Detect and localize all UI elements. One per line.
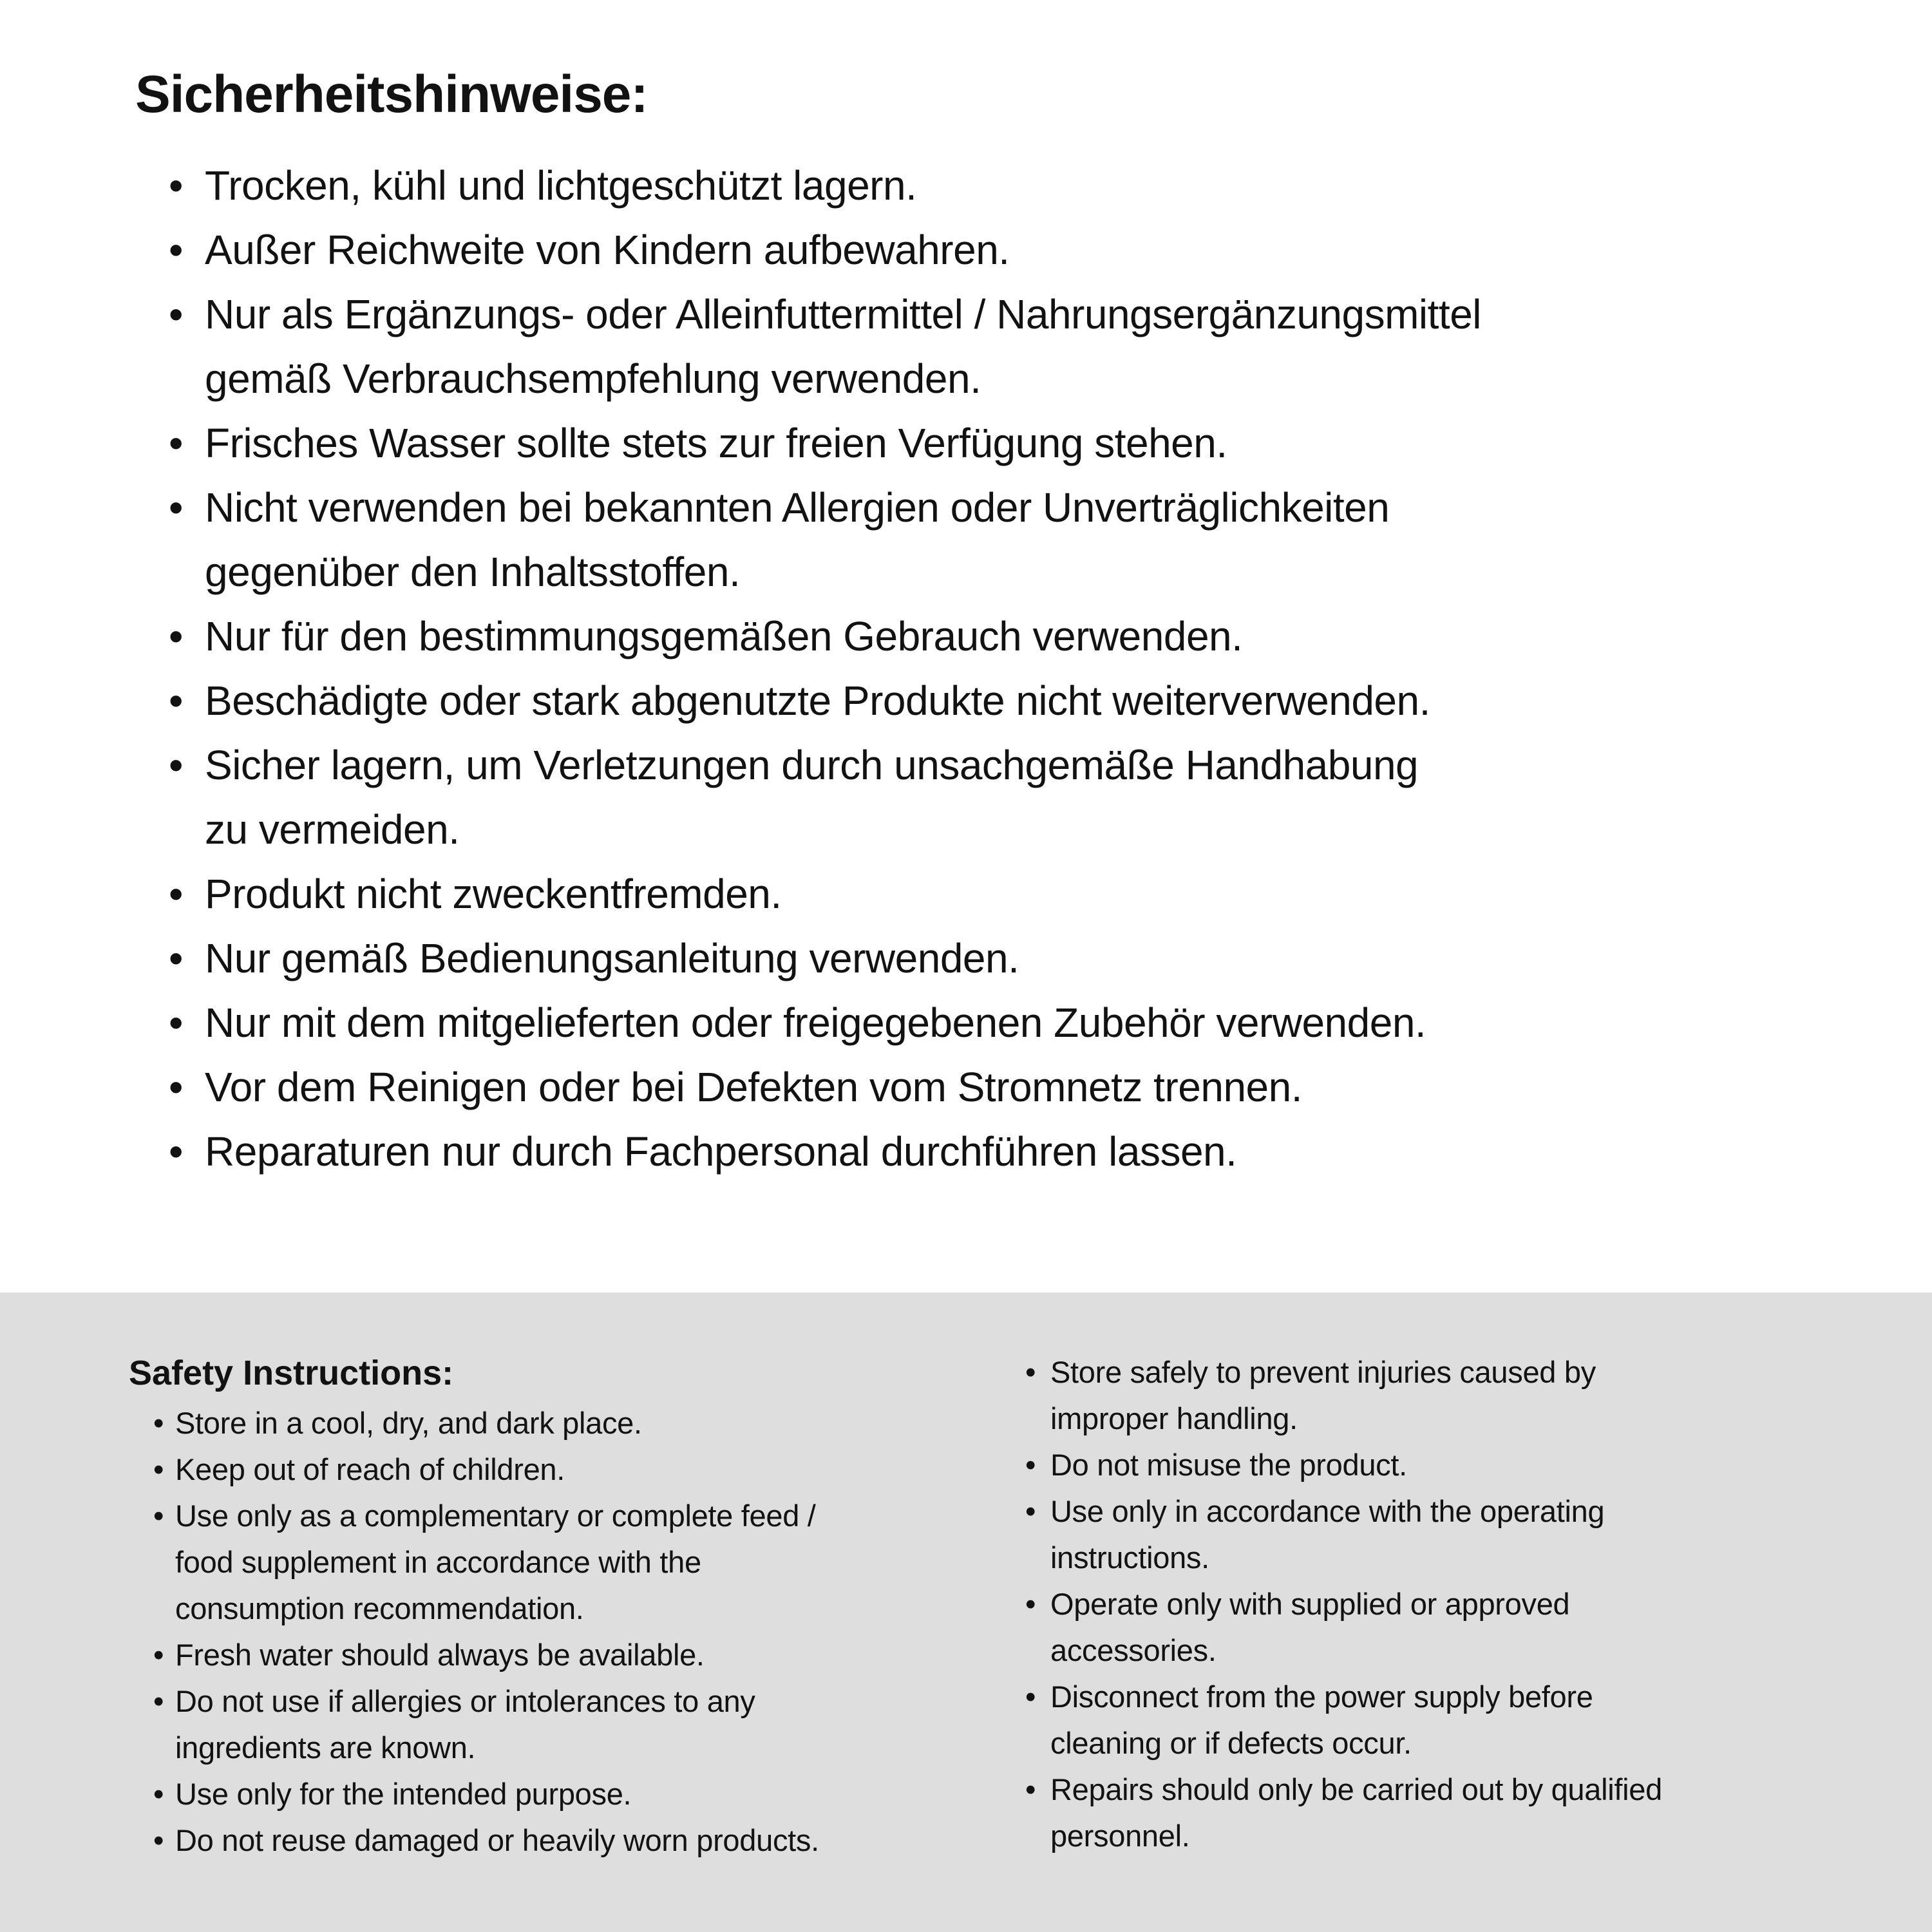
english-list-line	[153, 1771, 819, 1817]
english-list-line	[153, 1539, 819, 1586]
german-line-text: Frisches Wasser sollte stets zur freien Verfügung stehen.	[205, 420, 1227, 466]
bullet-dot: •	[1025, 1587, 1036, 1621]
german-list-line	[169, 862, 1481, 926]
english-line-text: ingredients are known.	[175, 1730, 476, 1765]
german-line-text: Nur für den bestimmungsgemäßen Gebrauch verwenden.	[205, 613, 1243, 659]
english-line-text: Store safely to prevent injuries caused by	[1050, 1355, 1596, 1389]
german-line-text: zu vermeiden.	[205, 806, 460, 853]
german-list-line	[169, 475, 1481, 540]
bullet-dot: •	[169, 484, 183, 531]
english-list-line	[153, 1446, 819, 1493]
bullet-dot: •	[153, 1452, 164, 1486]
german-list-line	[169, 282, 1481, 346]
bullet-dot: •	[153, 1777, 164, 1811]
bullet-dot: •	[169, 162, 183, 209]
bullet-dot: •	[169, 871, 183, 917]
german-line-text: Außer Reichweite von Kindern aufbewahren.	[205, 227, 1010, 273]
english-line-text: food supplement in accordance with the	[175, 1545, 701, 1579]
english-list-line	[153, 1493, 819, 1539]
english-list-line	[1025, 1674, 1662, 1720]
german-list-line	[169, 668, 1481, 733]
english-line-text: Operate only with supplied or approved	[1050, 1587, 1570, 1621]
bullet-dot: •	[169, 613, 183, 659]
english-line-text: accessories.	[1050, 1633, 1217, 1667]
german-safety-title: Sicherheitshinweise:	[135, 65, 648, 124]
german-list-line	[169, 218, 1481, 282]
english-list-line	[1025, 1442, 1662, 1488]
german-list-line	[169, 540, 1481, 604]
german-line-text: Nicht verwenden bei bekannten Allergien oder Unverträglichkeiten	[205, 484, 1390, 531]
english-line-text: consumption recommendation.	[175, 1591, 584, 1625]
english-list-line	[153, 1632, 819, 1678]
english-safety-list-left	[153, 1400, 819, 1864]
german-line-text: Nur als Ergänzungs- oder Alleinfuttermittel / Nahrungsergänzungsmittel	[205, 291, 1481, 337]
english-list-line	[1025, 1535, 1662, 1581]
bullet-dot: •	[153, 1638, 164, 1672]
bullet-dot: •	[169, 935, 183, 981]
bullet-dot: •	[153, 1823, 164, 1857]
english-list-line	[153, 1817, 819, 1864]
german-line-text: Trocken, kühl und lichtgeschützt lagern.	[205, 162, 917, 209]
english-line-text: Use only in accordance with the operating	[1050, 1494, 1605, 1528]
english-safety-list-right	[1025, 1349, 1662, 1859]
bullet-dot: •	[169, 227, 183, 273]
bullet-dot: •	[153, 1406, 164, 1440]
english-line-text: instructions.	[1050, 1540, 1209, 1575]
english-list-line	[153, 1400, 819, 1446]
english-line-text: Disconnect from the power supply before	[1050, 1680, 1593, 1714]
bullet-dot: •	[169, 1128, 183, 1175]
german-safety-list	[169, 153, 1481, 1184]
german-list-line	[169, 926, 1481, 990]
english-list-line	[153, 1586, 819, 1632]
english-line-text: Do not misuse the product.	[1050, 1448, 1407, 1482]
german-line-text: Beschädigte oder stark abgenutzte Produkte nicht weiterverwenden.	[205, 677, 1430, 724]
english-list-line	[1025, 1349, 1662, 1396]
english-list-line	[1025, 1813, 1662, 1859]
bullet-dot: •	[153, 1684, 164, 1718]
english-line-text: improper handling.	[1050, 1401, 1298, 1435]
german-list-line	[169, 733, 1481, 797]
english-list-line	[1025, 1581, 1662, 1627]
english-line-text: Keep out of reach of children.	[175, 1452, 565, 1486]
english-safety-heading: Safety Instructions:	[129, 1354, 454, 1392]
german-list-line	[169, 1055, 1481, 1119]
english-list-line	[1025, 1396, 1662, 1442]
german-line-text: Reparaturen nur durch Fachpersonal durchführen lassen.	[205, 1128, 1237, 1175]
english-line-text: Do not reuse damaged or heavily worn products.	[175, 1823, 819, 1857]
english-line-text: personnel.	[1050, 1819, 1190, 1853]
german-line-text: Nur mit dem mitgelieferten oder freigegebenen Zubehör verwenden.	[205, 999, 1426, 1046]
english-list-line	[1025, 1766, 1662, 1813]
german-line-text: Sicher lagern, um Verletzungen durch unsachgemäße Handhabung	[205, 742, 1419, 788]
german-line-text: gegenüber den Inhaltsstoffen.	[205, 549, 741, 595]
german-list-line	[169, 346, 1481, 411]
english-line-text: Store in a cool, dry, and dark place.	[175, 1406, 642, 1440]
english-safety-panel	[0, 1293, 1932, 1932]
bullet-dot: •	[1025, 1680, 1036, 1714]
bullet-dot: •	[169, 999, 183, 1046]
bullet-dot: •	[169, 420, 183, 466]
german-list-line	[169, 1119, 1481, 1184]
english-line-text: Repairs should only be carried out by qualified	[1050, 1772, 1662, 1806]
german-line-text: Produkt nicht zweckentfremden.	[205, 871, 782, 917]
english-list-line	[1025, 1627, 1662, 1674]
bullet-dot: •	[1025, 1355, 1036, 1389]
german-line-text: Vor dem Reinigen oder bei Defekten vom Stromnetz trennen.	[205, 1064, 1302, 1110]
bullet-dot: •	[1025, 1448, 1036, 1482]
german-line-text: Nur gemäß Bedienungsanleitung verwenden.	[205, 935, 1019, 981]
german-list-line	[169, 604, 1481, 668]
english-line-text: Use only as a complementary or complete feed /	[175, 1499, 816, 1533]
german-list-line	[169, 797, 1481, 862]
german-list-line	[169, 990, 1481, 1055]
english-line-text: Fresh water should always be available.	[175, 1638, 705, 1672]
bullet-dot: •	[1025, 1494, 1036, 1528]
german-line-text: gemäß Verbrauchsempfehlung verwenden.	[205, 355, 981, 402]
english-list-line	[1025, 1720, 1662, 1766]
english-list-line	[153, 1678, 819, 1725]
bullet-dot: •	[169, 677, 183, 724]
english-line-text: cleaning or if defects occur.	[1050, 1726, 1412, 1760]
bullet-dot: •	[169, 1064, 183, 1110]
bullet-dot: •	[1025, 1772, 1036, 1806]
english-line-text: Use only for the intended purpose.	[175, 1777, 632, 1811]
bullet-dot: •	[169, 742, 183, 788]
english-list-line	[153, 1725, 819, 1771]
bullet-dot: •	[153, 1499, 164, 1533]
german-list-line	[169, 153, 1481, 218]
english-line-text: Do not use if allergies or intolerances to any	[175, 1684, 755, 1718]
bullet-dot: •	[169, 291, 183, 337]
german-list-line	[169, 411, 1481, 475]
english-list-line	[1025, 1488, 1662, 1535]
